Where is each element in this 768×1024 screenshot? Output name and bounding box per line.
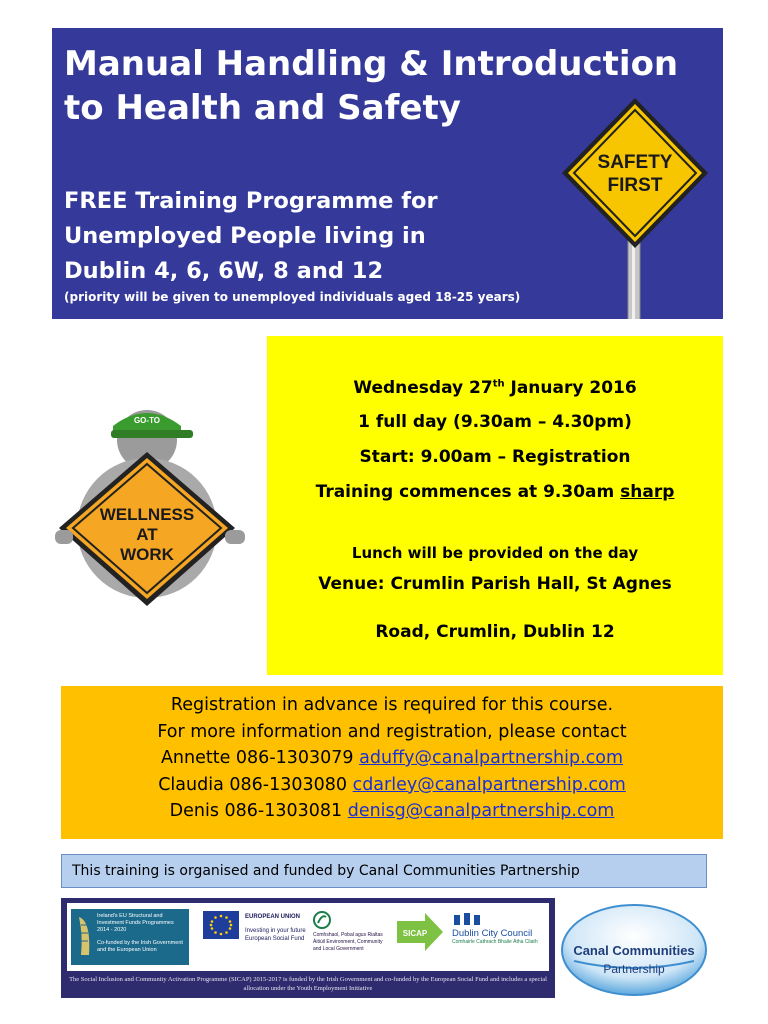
commence-emphasis: sharp [620,482,675,502]
eu-title: EUROPEAN UNION [245,914,301,920]
harp-icon [75,915,93,959]
priority-note: (priority will be given to unemployed individuals aged 18-25 years) [64,290,521,304]
contact-name-phone: Claudia 086-1303080 [158,774,353,795]
dublin-city-council-logo [452,911,548,945]
contact-row [61,772,723,799]
funders-caption: The Social Inclusion and Community Activation Programme (SICAP) 2015-2017 is funded by the Irish Government and co-funded by the European Social Fund and includes a special allocation under the Youth Employment Initiative [69,976,547,992]
eu-subtitle: Investing in your future European Social Fund [245,928,306,942]
event-start: Start: 9.00am – Registration [359,447,631,467]
title-line-2: to Health and Safety [64,88,461,128]
eu-text [245,913,315,943]
safety-sign-line-2: FIRST [607,175,663,196]
canal-logo-line-2: Partnership [603,962,665,976]
commence-prefix: Training commences at 9.30am [315,482,621,502]
wellness-sign-line-2: AT [136,525,158,544]
contact-name-phone: Denis 086-1303081 [169,801,348,821]
date-suffix: January 2016 [504,378,637,398]
canal-logo-line-1: Canal Communities [573,943,695,958]
registration-line-1: Registration in advance is required for this course. [170,695,614,715]
castle-icon [452,911,482,925]
subtitle-line-2: Unemployed People living in [64,223,426,249]
funder-logos [67,903,549,971]
wellness-cap-text: GO-TO [133,416,161,425]
funders-logo-strip [61,898,555,998]
contact-row [61,745,723,772]
ireland-esif-logo [71,909,189,965]
title-line-1: Manual Handling & Introduction [64,44,679,84]
date-superscript: th [492,378,505,390]
department-logo [313,911,388,953]
safety-first-sign-icon [560,96,710,319]
sicap-text: SICAP [402,929,428,938]
ireland-esif-subtext: Co-funded by the Irish Government and the European Union [97,940,183,953]
subtitle-line-1: FREE Training Programme for [64,188,438,214]
dcc-subtitle: Comhairle Cathrach Bhaile Átha Cliath [452,939,538,945]
event-details-box [267,336,723,675]
venue-line-1: Venue: Crumlin Parish Hall, St Agnes [318,574,672,594]
wellness-sign-line-1: WELLNESS [99,505,195,524]
event-duration: 1 full day (9.30am – 4.30pm) [358,412,632,432]
wellness-at-work-sign-icon [55,398,245,613]
contact-email-link[interactable]: denisg@canalpartnership.com [347,801,615,821]
event-date [267,378,723,398]
contact-name-phone: Annette 086-1303079 [160,748,360,768]
safety-sign-line-1: SAFETY [597,152,673,173]
canal-communities-logo [560,903,708,997]
department-text: Comhshaol, Pobal agus Rialtas Áitiúil Environment, Community and Local Government [313,932,383,952]
registration-line-2: For more information and registration, please contact [157,721,627,742]
contact-row [61,798,723,825]
sicap-arrow-icon [397,913,443,951]
venue-line-2: Road, Crumlin, Dublin 12 [375,622,615,642]
subtitle [64,184,554,289]
department-leaf-icon [313,911,331,929]
lunch-note: Lunch will be provided on the day [351,544,639,562]
organised-by-banner: This training is organised and funded by Canal Communities Partnership [61,854,707,888]
date-prefix: Wednesday 27 [353,378,493,398]
training-commence [267,482,723,502]
header-banner [52,28,723,319]
dcc-title: Dublin City Council [452,928,533,939]
eu-flag-icon [203,911,239,939]
wellness-sign-line-3: WORK [120,545,174,564]
contact-email-link[interactable]: cdarley@canalpartnership.com [352,774,626,795]
subtitle-line-3: Dublin 4, 6, 6W, 8 and 12 [64,258,384,284]
contact-email-link[interactable]: aduffy@canalpartnership.com [359,748,624,768]
ireland-esif-text: Ireland's EU Structural and Investment Funds Programmes 2014 - 2020 [97,913,174,933]
registration-box [61,686,723,839]
